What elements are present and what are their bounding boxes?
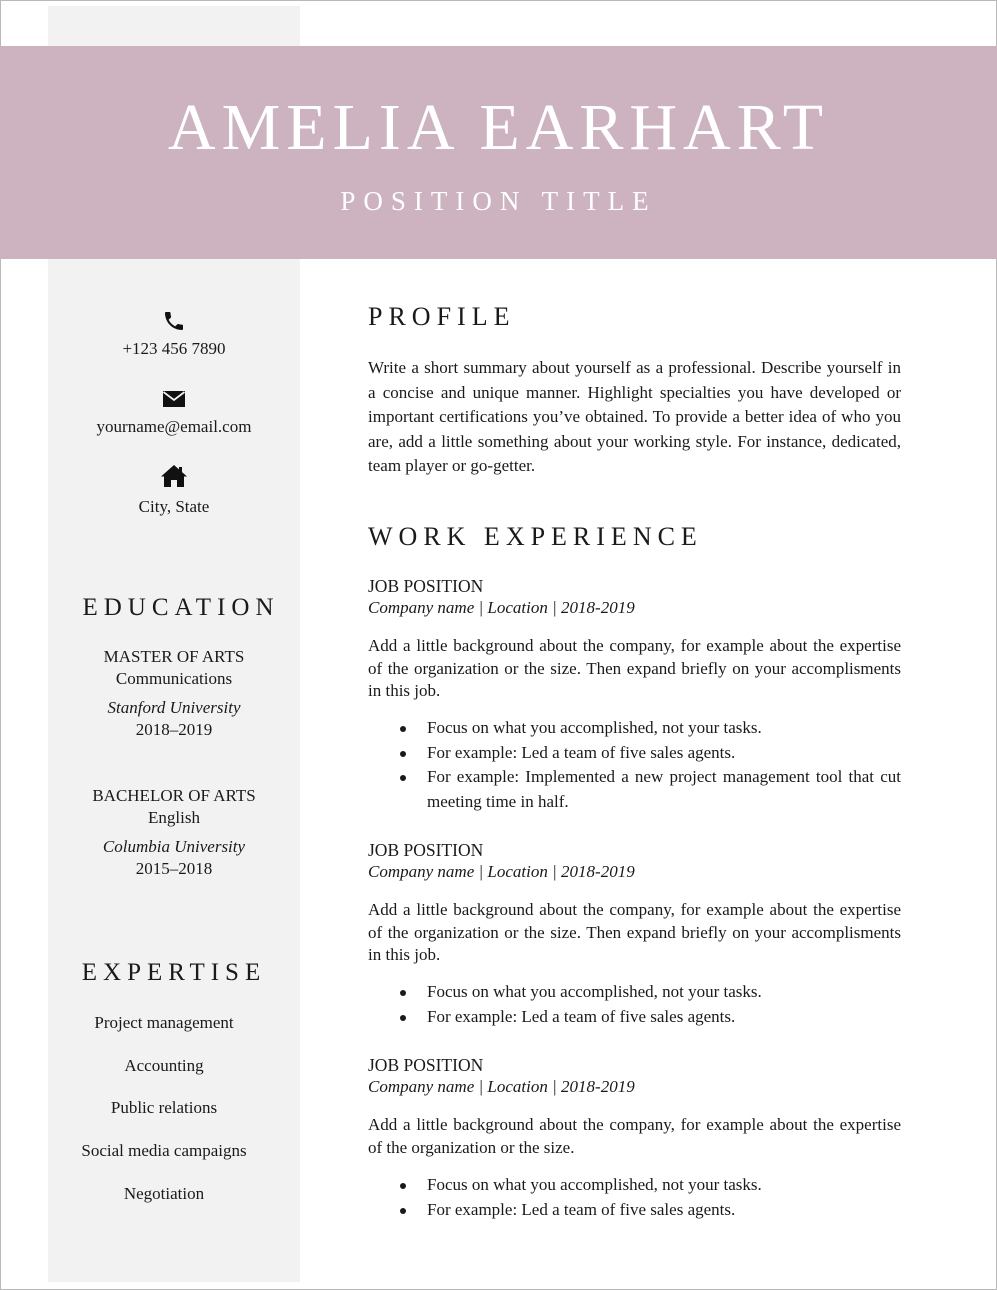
job-meta: Company name | Location | 2018-2019 <box>368 862 635 881</box>
education-degree: MASTER OF ARTS <box>103 647 245 666</box>
home-icon <box>159 463 189 489</box>
job-description: Add a little background about the company, for example about the expertise of the organization or the size. Then expand briefly on your accomplisments in this job. <box>368 900 901 964</box>
job-bullet: For example: Led a team of five sales agents. <box>368 1198 901 1223</box>
expertise-item: Social media campaigns <box>81 1141 247 1160</box>
expertise-heading: EXPERTISE <box>81 959 267 986</box>
profile-heading: PROFILE <box>368 302 516 331</box>
job-meta: Company name | Location | 2018-2019 <box>368 598 635 617</box>
expertise-item: Project management <box>94 1013 234 1032</box>
education-heading: EDUCATION <box>82 594 280 621</box>
education-school: Stanford University <box>107 698 241 717</box>
job-description: Add a little background about the company, for example about the expertise of the organization or the size. <box>368 1115 901 1157</box>
education-field: Communications <box>115 669 233 688</box>
education-school: Columbia University <box>102 837 246 856</box>
education-years: 2018–2019 <box>135 720 213 739</box>
expertise-item: Accounting <box>124 1056 204 1075</box>
job-meta: Company name | Location | 2018-2019 <box>368 1077 635 1096</box>
candidate-name: AMELIA EARHART <box>167 91 830 164</box>
job-bullet: For example: Led a team of five sales agents. <box>368 741 901 766</box>
location: City, State <box>138 497 210 516</box>
phone-icon <box>159 308 189 334</box>
expertise-item: Public relations <box>110 1098 218 1117</box>
expertise-item: Negotiation <box>123 1184 205 1203</box>
job-bullet: Focus on what you accomplished, not your tasks. <box>368 716 901 741</box>
position-title: POSITION TITLE <box>340 186 657 216</box>
education-field: English <box>148 808 200 827</box>
profile-summary: Write a short summary about yourself as a professional. Describe yourself in a concise and unique manner. Highlight specialties you have developed or important certifications you’ve obtained. To provide a better idea of who you are, add a little something about your working style. For instance, dedicated, team player or go-getter. <box>368 358 901 475</box>
education-degree: BACHELOR OF ARTS <box>92 786 256 805</box>
job-bullet: Focus on what you accomplished, not your tasks. <box>368 1173 901 1198</box>
envelope-icon <box>159 386 189 412</box>
job-bullet: Focus on what you accomplished, not your tasks. <box>368 980 901 1005</box>
job-title: JOB POSITION <box>368 840 484 860</box>
job-description: Add a little background about the company, for example about the expertise of the organization or the size. Then expand briefly on your accomplisments in this job. <box>368 636 901 700</box>
job-title: JOB POSITION <box>368 576 484 596</box>
education-years: 2015–2018 <box>135 859 213 878</box>
job-bullets <box>368 980 901 1029</box>
job-bullet: For example: Led a team of five sales agents. <box>368 1005 901 1030</box>
job-bullet: For example: Implemented a new project management tool that cut meeting time in half. <box>368 765 901 814</box>
work-experience-heading: WORK EXPERIENCE <box>368 522 703 551</box>
email-address: yourname@email.com <box>96 417 252 436</box>
job-bullets <box>368 716 901 814</box>
phone-number: +123 456 7890 <box>122 339 226 358</box>
job-bullets <box>368 1173 901 1222</box>
job-title: JOB POSITION <box>368 1055 484 1075</box>
